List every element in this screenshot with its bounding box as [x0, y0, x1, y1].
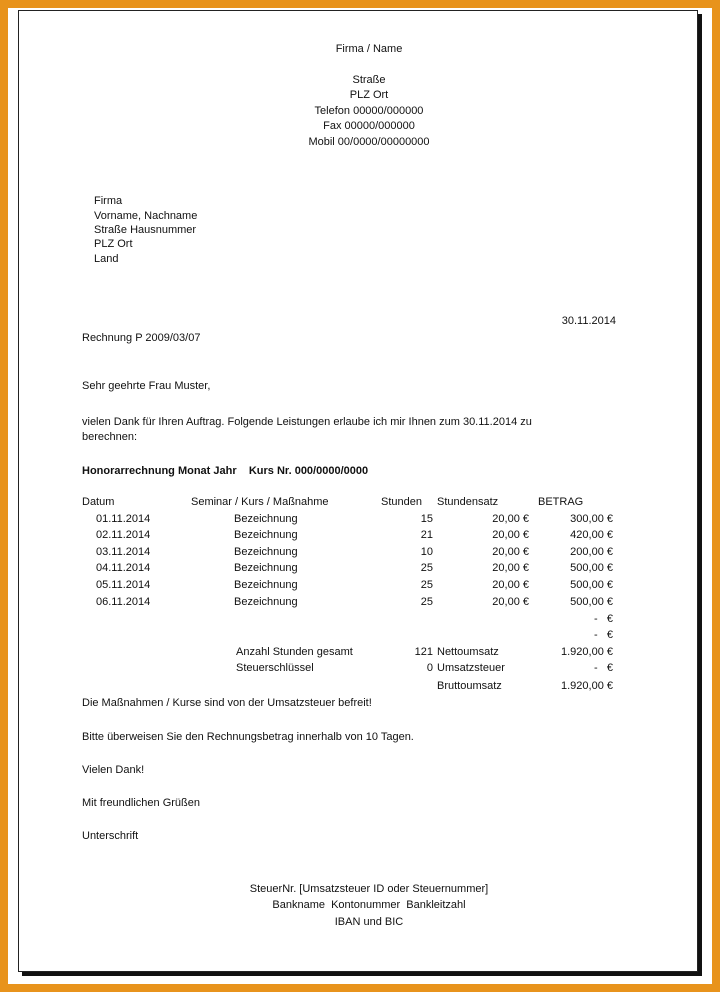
vat-label: Umsatzsteuer: [437, 662, 505, 674]
row-desc: Bezeichnung: [234, 562, 298, 574]
gross-value: 1.920,00 €: [561, 680, 613, 692]
sender-mobile: Mobil 00/0000/00000000: [308, 136, 430, 148]
row-desc: Bezeichnung: [234, 513, 298, 525]
col-header-date: Datum: [82, 496, 115, 508]
vat-value: - €: [594, 662, 613, 674]
recipient-line: Firma: [94, 195, 123, 207]
row-date: 03.11.2014: [96, 546, 151, 558]
row-amount: 500,00 €: [570, 579, 613, 591]
thanks-text: Vielen Dank!: [82, 764, 145, 776]
sender-city: PLZ Ort: [349, 89, 389, 101]
row-hours: 21: [420, 529, 433, 541]
row-amount: 300,00 €: [570, 513, 613, 525]
empty-amount: - €: [594, 613, 613, 625]
row-rate: 20,00 €: [492, 529, 529, 541]
gross-label: Bruttoumsatz: [437, 680, 502, 692]
invoice-number: Rechnung P 2009/03/07: [82, 332, 201, 344]
invoice-date: 30.11.2014: [561, 315, 616, 327]
row-date: 02.11.2014: [96, 529, 151, 541]
row-hours: 25: [420, 562, 433, 574]
intro-text: vielen Dank für Ihren Auftrag. Folgende Leistungen erlaube ich mir Ihnen zum 30.11.2014 zu: [82, 416, 532, 428]
row-date: 06.11.2014: [96, 596, 151, 608]
row-rate: 20,00 €: [492, 579, 529, 591]
intro-text: berechnen:: [82, 431, 138, 443]
empty-amount: - €: [594, 629, 613, 641]
recipient-line: Straße Hausnummer: [94, 224, 197, 236]
row-amount: 500,00 €: [570, 562, 613, 574]
col-header-hours: Stunden: [381, 496, 422, 508]
row-date: 01.11.2014: [96, 513, 151, 525]
recipient-line: PLZ Ort: [94, 238, 133, 250]
tax-exempt-note: Die Maßnahmen / Kurse sind von der Umsatzsteuer befreit!: [82, 697, 372, 709]
recipient-line: Vorname, Nachname: [94, 210, 198, 222]
row-rate: 20,00 €: [492, 562, 529, 574]
sender-phone: Telefon 00000/000000: [314, 105, 424, 117]
recipient-line: Land: [94, 253, 119, 265]
row-hours: 15: [420, 513, 433, 525]
row-date: 05.11.2014: [96, 579, 151, 591]
row-hours: 25: [420, 596, 433, 608]
row-amount: 500,00 €: [570, 596, 613, 608]
tax-key-label: Steuerschlüssel: [236, 662, 314, 674]
row-rate: 20,00 €: [492, 546, 529, 558]
closing-text: Mit freundlichen Grüßen: [82, 797, 200, 809]
signature-label: Unterschrift: [82, 830, 139, 842]
col-header-seminar: Seminar / Kurs / Maßnahme: [191, 496, 329, 508]
sender-fax: Fax 00000/000000: [323, 120, 415, 132]
footer-iban: IBAN und BIC: [334, 916, 404, 928]
row-rate: 20,00 €: [492, 596, 529, 608]
row-desc: Bezeichnung: [234, 546, 298, 558]
salutation: Sehr geehrte Frau Muster,: [82, 380, 211, 392]
col-header-amount: BETRAG: [538, 496, 584, 508]
sender-company: Firma / Name: [335, 43, 403, 55]
row-amount: 420,00 €: [570, 529, 613, 541]
footer-tax: SteuerNr. [Umsatzsteuer ID oder Steuernummer]: [249, 883, 489, 895]
total-hours-value: 121: [414, 646, 433, 658]
footer-bank: Bankname Kontonummer Bankleitzahl: [272, 899, 466, 911]
tax-key-value: 0: [426, 662, 433, 674]
col-header-rate: Stundensatz: [437, 496, 499, 508]
invoice-page: [18, 10, 698, 972]
sender-street: Straße: [352, 74, 386, 86]
payment-note: Bitte überweisen Sie den Rechnungsbetrag innerhalb von 10 Tagen.: [82, 731, 414, 743]
invoice-heading: Honorarrechnung Monat Jahr Kurs Nr. 000/0000/0000: [82, 465, 369, 477]
row-hours: 25: [420, 579, 433, 591]
row-date: 04.11.2014: [96, 562, 151, 574]
net-value: 1.920,00 €: [561, 646, 613, 658]
row-desc: Bezeichnung: [234, 579, 298, 591]
row-rate: 20,00 €: [492, 513, 529, 525]
total-hours-label: Anzahl Stunden gesamt: [236, 646, 353, 658]
row-amount: 200,00 €: [570, 546, 613, 558]
row-desc: Bezeichnung: [234, 596, 298, 608]
row-hours: 10: [420, 546, 433, 558]
row-desc: Bezeichnung: [234, 529, 298, 541]
net-label: Nettoumsatz: [437, 646, 499, 658]
